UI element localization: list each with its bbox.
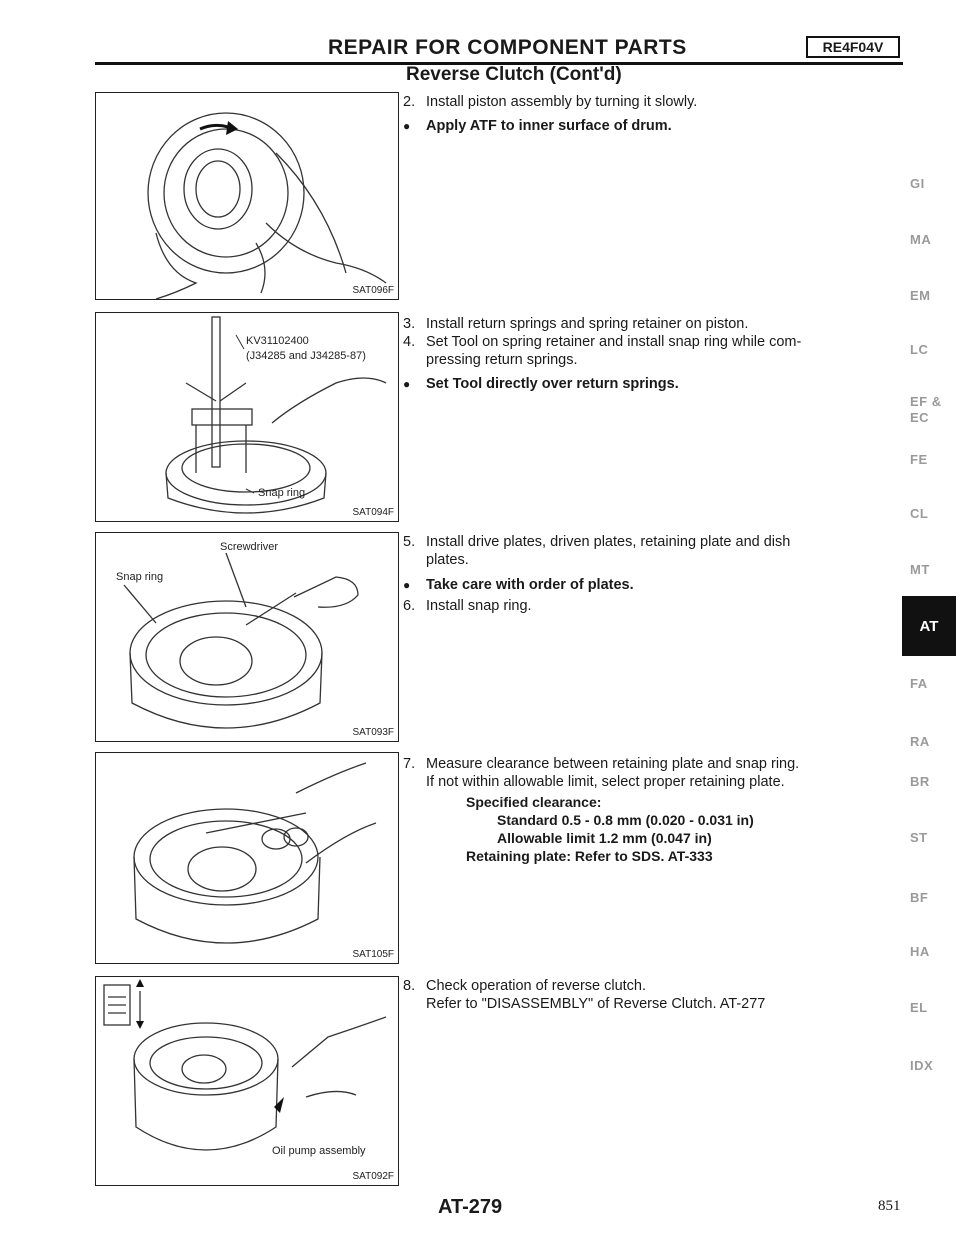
step-text: Install snap ring.	[426, 598, 532, 614]
figure-id: SAT092F	[352, 1171, 394, 1182]
bullet-icon: ●	[403, 578, 411, 592]
screwdriver-label: Screwdriver	[220, 541, 279, 553]
snap-ring-label: Snap ring	[258, 487, 306, 499]
nav-at-active[interactable]: AT	[902, 596, 956, 656]
figure-return-spring-tool	[95, 312, 399, 522]
step-text-line1: Measure clearance between retaining plate and snap ring.	[426, 756, 800, 772]
step-text-line2: If not within allowable limit, select proper retaining plate.	[426, 774, 785, 790]
nav-mt[interactable]: MT	[910, 562, 930, 577]
nav-ef[interactable]: EF &	[910, 394, 942, 409]
step-5	[403, 534, 898, 570]
step-text-line1: Check operation of reverse clutch.	[426, 978, 647, 994]
step-2	[403, 94, 883, 112]
note-text: Apply ATF to inner surface of drum.	[426, 118, 672, 134]
bullet-icon: ●	[403, 377, 411, 391]
step-3	[403, 316, 893, 334]
nav-ha[interactable]: HA	[910, 944, 930, 959]
nav-ec[interactable]: EC	[910, 410, 930, 425]
nav-gi[interactable]: GI	[910, 176, 925, 191]
nav-em[interactable]: EM	[910, 288, 931, 303]
note-set-tool	[403, 376, 893, 394]
nav-lc[interactable]: LC	[910, 342, 929, 357]
note-text: Take care with order of plates.	[426, 577, 634, 593]
step-number: 2.	[403, 94, 416, 110]
model-badge: RE4F04V	[806, 36, 900, 58]
nav-fa[interactable]: FA	[910, 676, 928, 691]
spec-standard: Standard 0.5 - 0.8 mm (0.020 - 0.031 in)	[497, 812, 754, 828]
step-6	[403, 598, 893, 616]
step-number: 3.	[403, 316, 416, 332]
step-text-line2: plates.	[426, 552, 469, 568]
nav-bf[interactable]: BF	[910, 890, 929, 905]
nav-cl[interactable]: CL	[910, 506, 929, 521]
snap-ring-label: Snap ring	[116, 571, 164, 583]
nav-st[interactable]: ST	[910, 830, 928, 845]
note-order-of-plates	[403, 577, 893, 595]
step-number: 8.	[403, 978, 416, 994]
spec-heading: Specified clearance:	[466, 794, 602, 810]
step-text-line2: Refer to "DISASSEMBLY" of Reverse Clutch. AT-277	[426, 996, 766, 1012]
bullet-icon: ●	[403, 119, 411, 133]
step-text: Install piston assembly by turning it slowly.	[426, 94, 698, 110]
step-text: Install return springs and spring retainer on piston.	[426, 316, 749, 332]
step-text-line1: Set Tool on spring retainer and install snap ring while com-	[426, 334, 802, 350]
nav-fe[interactable]: FE	[910, 452, 928, 467]
figure-plates-install	[95, 532, 399, 742]
nav-idx[interactable]: IDX	[910, 1058, 934, 1073]
note-text: Set Tool directly over return springs.	[426, 376, 679, 392]
nav-ra[interactable]: RA	[910, 734, 930, 749]
figure-id: SAT105F	[352, 949, 394, 960]
spec-retaining-plate: Retaining plate: Refer to SDS. AT-333	[466, 848, 713, 864]
page-label: AT-279	[438, 1196, 503, 1218]
figure-id: SAT094F	[352, 507, 394, 518]
nav-br[interactable]: BR	[910, 774, 930, 789]
figure-operation-check	[95, 976, 399, 1186]
figure-id: SAT093F	[352, 727, 394, 738]
figure-piston-install	[95, 92, 399, 300]
piston-drum-illustration	[96, 93, 398, 299]
tool-equivalent-label: (J34285 and J34285-87)	[246, 350, 366, 362]
step-text-line1: Install drive plates, driven plates, retaining plate and dish	[426, 534, 791, 550]
figure-clearance-measure	[95, 752, 399, 964]
figure-id: SAT096F	[352, 285, 394, 296]
tool-number-label: KV31102400	[246, 335, 309, 347]
step-8	[403, 978, 898, 1014]
page-header-title: REPAIR FOR COMPONENT PARTS	[328, 36, 687, 59]
step-7	[403, 756, 898, 792]
step-4	[403, 334, 893, 370]
feeler-gauge-illustration	[96, 753, 398, 963]
nav-el[interactable]: EL	[910, 1000, 928, 1015]
step-number: 5.	[403, 534, 416, 550]
step-text-line2: pressing return springs.	[426, 352, 578, 368]
note-apply-atf	[403, 118, 883, 136]
spec-allowable: Allowable limit 1.2 mm (0.047 in)	[497, 830, 712, 846]
oil-pump-label: Oil pump assembly	[272, 1145, 366, 1157]
step-number: 7.	[403, 756, 416, 772]
step-number: 4.	[403, 334, 416, 350]
page-number: 851	[878, 1198, 901, 1214]
section-title: Reverse Clutch (Cont'd)	[406, 64, 622, 85]
nav-ma[interactable]: MA	[910, 232, 932, 247]
step-number: 6.	[403, 598, 416, 614]
clutch-plates-illustration	[96, 533, 398, 741]
